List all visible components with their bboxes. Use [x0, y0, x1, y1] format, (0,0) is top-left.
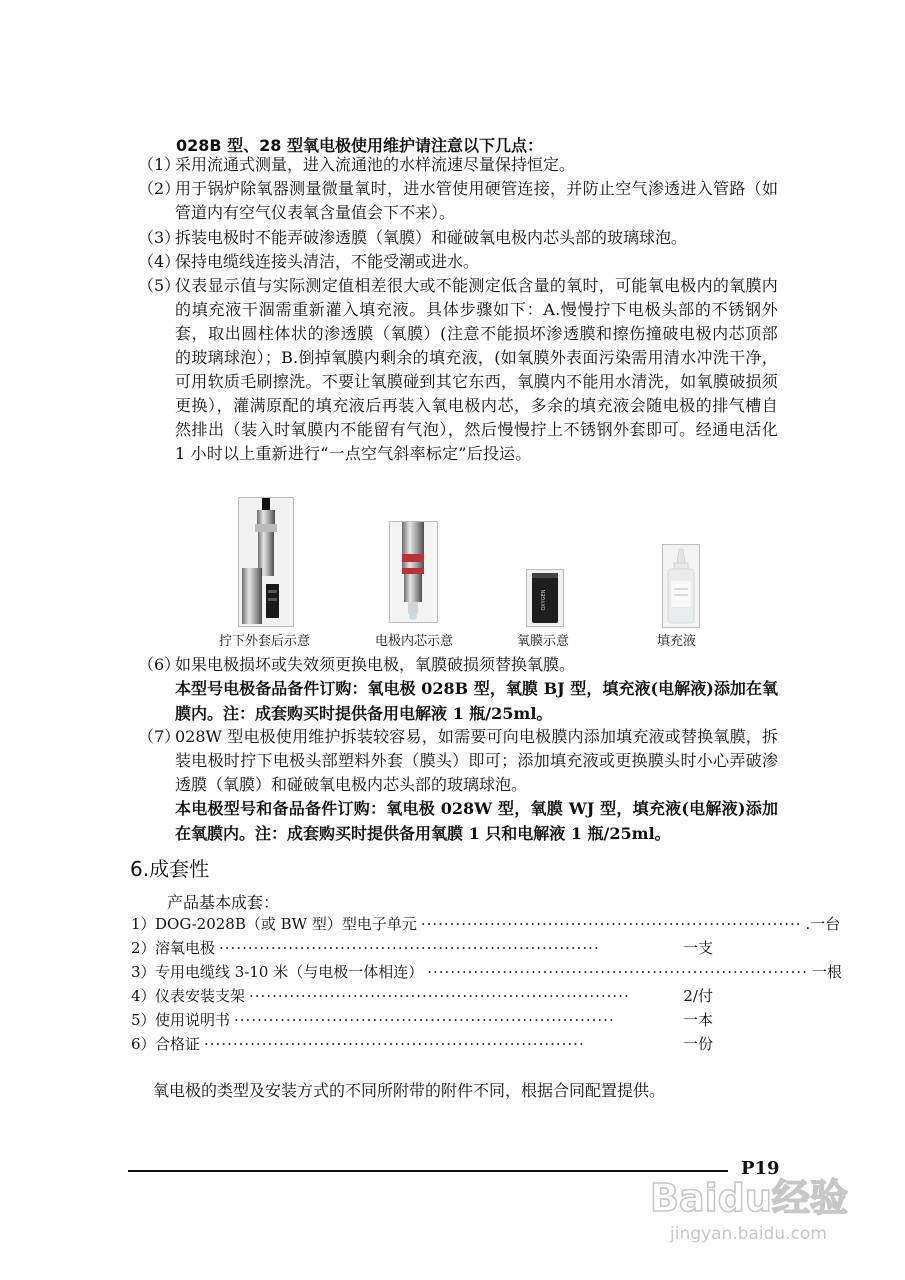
- order-info-028b: 本型号电极备品备件订购：氧电极 028B 型，氧膜 BJ 型，填充液(电解液)添加在氧膜内。注：成套购买时提供备用电解液 1 瓶/25ml。: [175, 679, 778, 723]
- kit-item: 3） 专用电缆线 3-10 米（与电极一体相连） ·································································· 一根: [131, 963, 842, 981]
- item-text: 仪表显示值与实际测定值相差很大或不能测定低含量的氧时，可能氧电极内的氧膜内的填充液干涸需重新灌入填充液。具体步骤如下：A.慢慢拧下电极头部的不锈钢外套，取出圆柱体状的渗透膜（氧膜）(注意不能损坏渗透膜和擦伤撞破电极内芯顶部的玻璃球泡）；B.倒掉氧膜内剩余的填充液，(如氧膜外表面污染需用清水冲洗干净，可用软质毛刷擦洗。不要让氧膜碰到其它东西，氧膜内不能用水清洗，如氧膜破损须更换），灌满原配的填充液后再装入氧电极内芯，多余的填充液会随电极的排气槽自然排出（装入时氧膜内不能留有气泡），然后慢慢拧上不锈钢外套即可。经通电活化 1 小时以上重新进行“一点空气斜率标定”后投运。: [175, 276, 778, 463]
- photo-caption: 氧膜示意: [517, 634, 570, 649]
- item-text: 采用流通式测量，进入流通池的水样流速尽量保持恒定。: [175, 155, 576, 174]
- photo-caption: 填充液: [657, 634, 697, 649]
- page-number: P19: [741, 1158, 780, 1179]
- order-info-028w: 本电极型号和备品备件订购：氧电极 028W 型，氧膜 WJ 型，填充液(电解液)添加在氧膜内。注：成套购买时提供备用氧膜 1 只和电解液 1 瓶/25ml。: [175, 799, 778, 843]
- maintenance-heading: 028B 型、28 型氧电极使用维护请注意以下几点：: [176, 136, 544, 155]
- item-3: [138, 226, 778, 250]
- oxygen-membrane-photo: [526, 569, 564, 627]
- kit-item: 2） 溶氧电极 ·································································· 一支: [131, 939, 713, 957]
- item-4: [138, 250, 778, 274]
- kit-item: 4） 仪表安装支架 ·································································· 2/付: [131, 987, 713, 1005]
- kit-item: 6） 合格证 ·································································· 一份: [131, 1035, 713, 1053]
- kit-item: 5） 使用说明书 ·································································· 一本: [131, 1011, 713, 1029]
- watermark-brand: Baidu经验: [650, 1176, 848, 1220]
- leader-dots: ··································································: [234, 1011, 615, 1029]
- item-text: 拆装电极时不能弄破渗透膜（氧膜）和碰破氧电极内芯头部的玻璃球泡。: [175, 228, 688, 247]
- item-number: （4）: [138, 252, 181, 271]
- item-1: [138, 153, 778, 177]
- item-number: （6）: [138, 655, 181, 674]
- photo-caption: 拧下外套后示意: [219, 634, 311, 649]
- item-number: （7）: [138, 727, 181, 746]
- watermark-url: jingyan.baidu.com: [670, 1224, 827, 1244]
- item-text: 如果电极损坏或失效须更换电极，氧膜破损须替换氧膜。: [175, 655, 576, 674]
- item-text: 用于锅炉除氧器测量微量氧时，进水管使用硬管连接，并防止空气渗透进入管路（如管道内有空气仪表氧含量值会下不来）。: [175, 179, 778, 222]
- electrode-core-photo: [389, 521, 438, 623]
- item-6: [138, 653, 778, 677]
- membrane-label: OXYGEN: [541, 589, 547, 611]
- item-5: [138, 274, 778, 466]
- kit-heading: 产品基本成套：: [167, 893, 280, 912]
- leader-dots: ··································································: [427, 963, 808, 981]
- baidu-jingyan-watermark: [640, 1167, 870, 1252]
- item-7: [138, 725, 778, 797]
- leader-dots: ··································································: [219, 939, 600, 957]
- accessory-note: 氧电极的类型及安装方式的不同所附带的附件不同，根据合同配置提供。: [153, 1081, 666, 1100]
- item-text: 028W 型电极使用维护拆装较容易，如需要可向电极膜内添加填充液或替换氧膜，拆装电极时拧下电极头部塑料外套（膜头）即可；添加填充液或更换膜头时小心弄破渗透膜（氧膜）和碰破氧电极内芯头部的玻璃球泡。: [175, 727, 778, 794]
- item-number: （2）: [138, 179, 181, 198]
- item-number: （5）: [138, 276, 181, 295]
- item-number: （3）: [138, 228, 181, 247]
- footer-rule: [128, 1170, 728, 1172]
- photo-caption: 电极内芯示意: [375, 634, 454, 649]
- kit-item: 1） DOG-2028B（或 BW 型）型电子单元 ·································································· .一台: [131, 915, 841, 933]
- leader-dots: ··································································: [204, 1035, 585, 1053]
- section-title: 6.成套性: [130, 857, 210, 881]
- leader-dots: ··································································: [420, 915, 802, 933]
- electrode-without-sleeve-photo: [238, 497, 294, 627]
- item-number: （1）: [138, 155, 181, 174]
- leader-dots: ··································································: [249, 987, 630, 1005]
- item-2: [138, 177, 778, 225]
- item-text: 保持电缆线连接头清洁，不能受潮或进水。: [175, 252, 480, 271]
- filling-solution-bottle-photo: [662, 544, 700, 628]
